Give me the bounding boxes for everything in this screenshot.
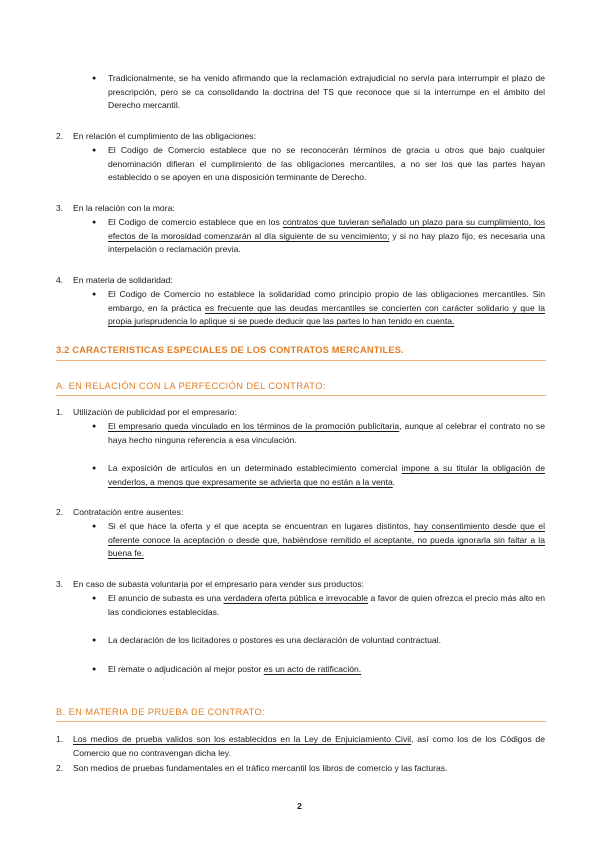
list-number: 4. <box>56 275 64 285</box>
list-number: 3. <box>56 579 64 589</box>
numbered-paragraph <box>73 762 545 776</box>
numbered-heading: En materia de solidaridad: <box>73 275 173 285</box>
text-run: . <box>392 476 396 487</box>
text-run: La declaración de los licitadores o postores es una declaración de voluntad contractual. <box>108 635 441 645</box>
bullet-paragraph <box>108 288 545 329</box>
list-number: 1. <box>56 734 64 744</box>
underlined-text: verdadera oferta pública e irrevocable <box>223 593 369 603</box>
section-heading: 3.2 CARACTERISTICAS ESPECIALES DE LOS CONTRATOS MERCANTILES. <box>56 345 404 355</box>
numbered-heading: Utilización de publicidad por el empresario: <box>73 407 237 417</box>
bullet-icon: ● <box>92 595 97 602</box>
numbered-heading: En caso de subasta voluntaria por el empresario para vender sus productos: <box>73 579 364 589</box>
list-number: 2. <box>56 131 64 141</box>
numbered-heading: En relación el cumplimiento de las obligaciones: <box>73 131 256 141</box>
bullet-paragraph <box>108 216 545 257</box>
underlined-text: Los medios de prueba validos son los establecidos en la Ley de Enjuiciamiento Civil <box>73 734 412 744</box>
bullet-paragraph <box>108 462 545 489</box>
bullet-icon: ● <box>92 291 97 298</box>
bullet-paragraph <box>108 592 545 619</box>
text-run: Tradicionalmente, se ha venido afirmando que la reclamación extrajudicial no servía para interrumpir el plazo de prescripción, pero se ca consolidando la doctrina del TS que reconoce que si la interrumpe en el ámbito del Derecho mercantil. <box>108 73 545 111</box>
bullet-icon: ● <box>92 75 97 82</box>
bullet-paragraph <box>108 634 545 648</box>
numbered-paragraph <box>73 733 545 760</box>
bullet-paragraph <box>108 72 545 113</box>
underlined-text: hay consentimiento desde que el oferente conoce la aceptación o desde que, habiéndose remitido el aceptante, no pueda ignorarla sin faltar a la buena fe. <box>108 521 545 559</box>
underlined-text: es frecuente que las deudas mercantiles se concierten con carácter solidario y que la propia jurisprudencia lo aplique si se puede deducir que las partes lo han tenido en cuenta. <box>108 302 545 327</box>
list-number: 1. <box>56 407 64 417</box>
underlined-text: es un acto de ratificación. <box>263 664 362 674</box>
bullet-icon: ● <box>92 465 97 472</box>
list-number: 3. <box>56 203 64 213</box>
bullet-paragraph <box>108 144 545 185</box>
subsection-rule-b <box>56 721 546 722</box>
numbered-heading: En la relación con la mora: <box>73 203 175 213</box>
bullet-icon: ● <box>92 219 97 226</box>
bullet-paragraph <box>108 520 545 561</box>
text-run: , así como los de los Códigos de Comercio que no contravengan dicha ley. <box>73 734 545 758</box>
numbered-heading: Contratación entre ausentes: <box>73 507 184 517</box>
text-run: La exposición de artículos en un determinado establecimiento comercial <box>108 463 402 473</box>
text-run: El remate o adjudicación al mejor postor <box>108 664 264 674</box>
text-run: El Codigo de Comercio no establece la solidaridad como principio propio de las obligaciones mercantiles. Sin embargo, en la práctica <box>108 289 545 313</box>
text-run: Son medios de pruebas fundamentales en el tráfico mercantil los libros de comercio y las facturas. <box>73 763 448 773</box>
text-run: a favor de quien ofrezca el precio más alto en las condiciones establecidas. <box>108 593 545 617</box>
subsection-heading-b: B. EN MATERIA DE PRUEBA DE CONTRATO: <box>56 707 266 717</box>
text-run: El Codigo de comercio establece que en los <box>108 217 283 227</box>
bullet-paragraph <box>108 663 545 677</box>
section-rule <box>56 360 546 361</box>
bullet-icon: ● <box>92 666 97 673</box>
page-number: 2 <box>297 801 302 811</box>
subsection-rule-a <box>56 395 546 396</box>
text-run: El Codigo de Comercio establece que no se reconocerán términos de gracia u otros que bajo cualquier denominación difieran el cumplimiento de las obligaciones mercantiles, a no ser los que las partes hayan establecido o se apoyen en una disposición terminante de Derecho. <box>108 145 545 183</box>
list-number: 2. <box>56 507 64 517</box>
bullet-icon: ● <box>92 423 97 430</box>
bullet-paragraph <box>108 420 545 447</box>
underlined-text: impone a su titular la obligación de venderlos, a menos que expresamente se advierta que no están a la venta <box>108 463 545 487</box>
underlined-text: contratos que tuvieran señalado un plazo para su cumplimiento, los efectos de la morosidad comenzarán al día siguiente de su vencimiento; <box>108 217 545 241</box>
text-run: , aunque al celebrar el contrato no se haya hecho ninguna referencia a esa vinculación. <box>108 421 545 445</box>
list-number: 2. <box>56 763 64 773</box>
bullet-icon: ● <box>92 637 97 644</box>
text-run: y si no hay plazo fijo, es necesaria una interpelación o reclamación previa. <box>108 230 545 255</box>
underlined-text: El empresario queda vinculado en los términos de la promoción publicitaria <box>108 421 400 431</box>
bullet-icon: ● <box>92 523 97 530</box>
text-run: Si el que hace la oferta y el que acepta se encuentran en lugares distintos, <box>108 521 415 531</box>
bullet-icon: ● <box>92 147 97 154</box>
subsection-heading-a: A. EN RELACIÓN CON LA PERFECCIÓN DEL CONTRATO: <box>56 381 326 391</box>
text-run: El anuncio de subasta es una <box>108 593 224 603</box>
